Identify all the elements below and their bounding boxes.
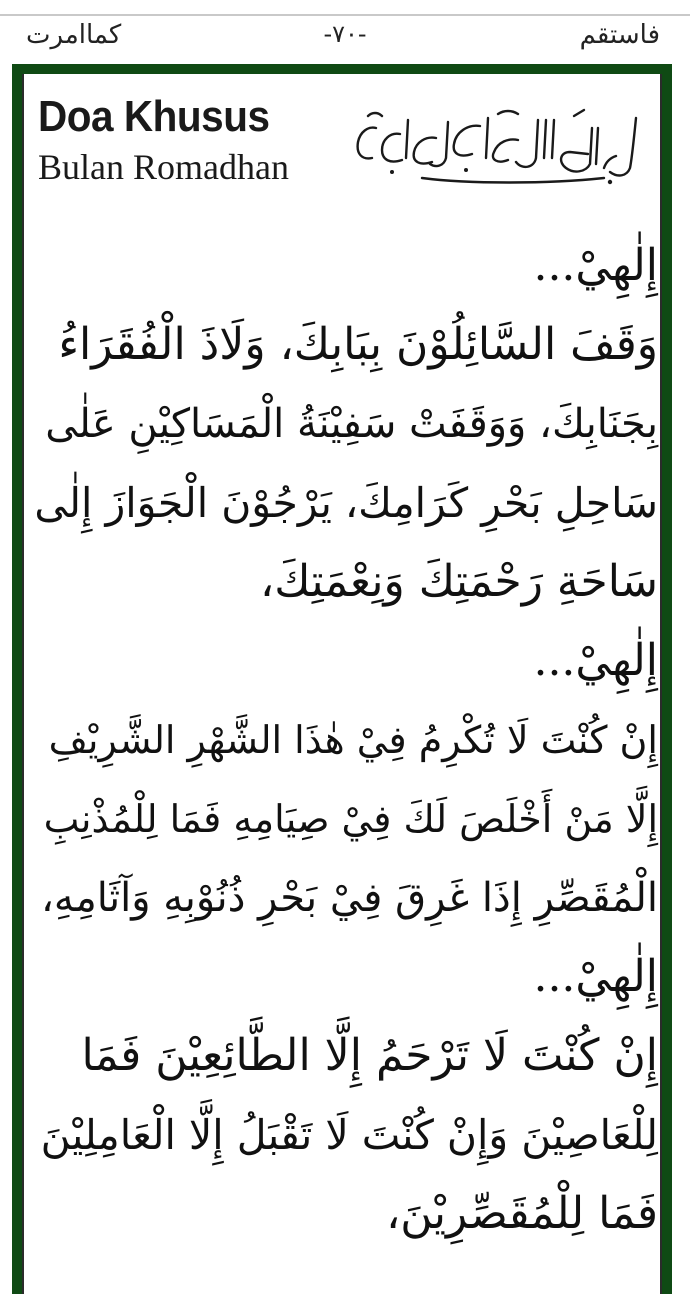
top-rule	[0, 14, 690, 16]
basmalah-calligraphy	[348, 98, 643, 190]
prayer-line: لِلْعَاصِيْنَ وَإِنْ كُنْتَ لَا تَقْبَلُ إِلَّا الْعَامِلِيْنَ	[40, 1110, 658, 1159]
prayer-line: إِلٰهِيْ...	[533, 240, 658, 291]
prayer-line: فَمَا لِلْمُقَصِّرِيْنَ،	[386, 1188, 658, 1239]
header-left-text: كماامرت	[26, 20, 122, 50]
prayer-line: وَقَفَ السَّائِلُوْنَ بِبَابِكَ، وَلَاذَ الْفُقَرَاءُ	[58, 319, 658, 370]
running-header	[0, 18, 690, 58]
prayer-line: إِنْ كُنْتَ لَا تُكْرِمُ فِيْ هٰذَا الشَّهْرِ الشَّرِيْفِ	[48, 717, 658, 762]
page-title: Doa Khusus	[38, 92, 270, 141]
basmalah-calligraphy-image	[348, 98, 643, 190]
prayer-line: سَاحَةِ رَحْمَتِكَ وَنِعْمَتِكَ،	[260, 556, 658, 607]
prayer-line: بِجَنَابِكَ، وَوَقَفَتْ سَفِيْنَةُ الْمَسَاكِيْنِ عَلٰى	[45, 400, 658, 447]
prayer-line: إِنْ كُنْتَ لَا تَرْحَمُ إِلَّا الطَّائِعِيْنَ فَمَا	[81, 1030, 658, 1081]
prayer-text	[34, 226, 664, 1253]
page-subtitle: Bulan Romadhan	[38, 147, 289, 187]
prayer-line: الْمُقَصِّرِ إِذَا غَرِقَ فِيْ بَحْرِ ذُنُوْبِهِ وَآثَامِهِ،	[41, 874, 658, 921]
page-number: -٧٠-	[323, 20, 367, 48]
prayer-line: إِلَّا مَنْ أَخْلَصَ لَكَ فِيْ صِيَامِهِ فَمَا لِلْمُذْنِبِ	[43, 796, 658, 841]
header-right-text: فاستقم	[579, 20, 660, 50]
prayer-line: إِلٰهِيْ...	[533, 951, 658, 1002]
prayer-line: إِلٰهِيْ...	[533, 635, 658, 686]
prayer-line: سَاحِلِ بَحْرِ كَرَامِكَ، يَرْجُوْنَ الْجَوَازَ إِلٰى	[34, 478, 658, 527]
